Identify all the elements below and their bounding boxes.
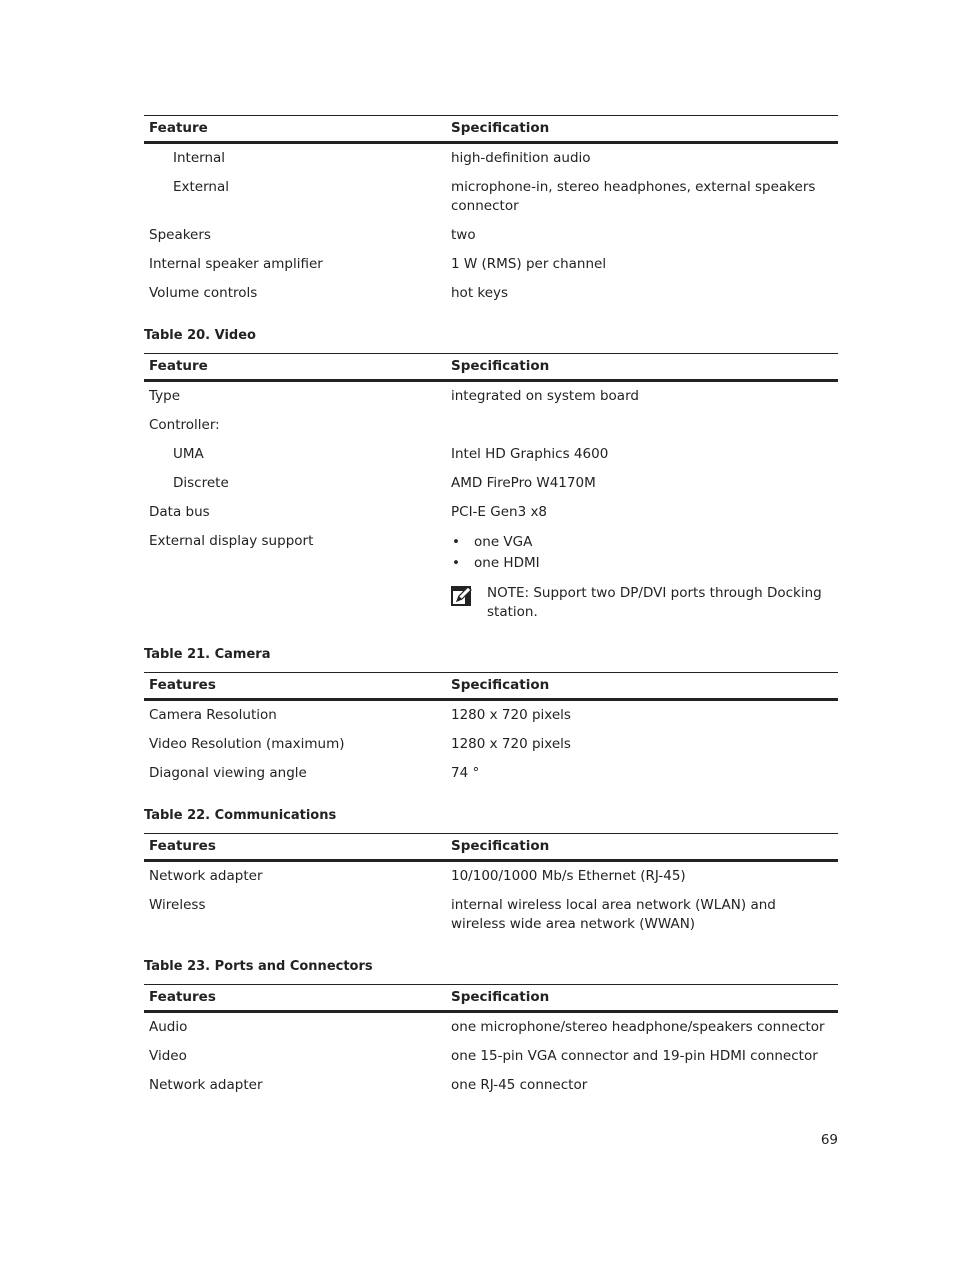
note-text	[487, 584, 833, 622]
feature-cell: Data bus	[149, 504, 210, 520]
spec-cell: 74 °	[451, 765, 480, 781]
table-row	[144, 221, 838, 250]
table-row	[144, 411, 838, 440]
list-item: • one VGA	[474, 532, 833, 553]
note-block	[451, 584, 833, 622]
bullet-list	[451, 532, 833, 574]
video-table	[144, 353, 838, 627]
note-label: NOTE:	[487, 585, 530, 601]
table-caption-video: Table 20. Video	[144, 328, 256, 343]
spec-cell: microphone-in, stereo headphones, external speakers connector	[451, 179, 816, 214]
list-item: • one HDMI	[474, 553, 833, 574]
column-header-specification: Specification	[446, 673, 838, 700]
table-row	[144, 1012, 838, 1043]
table-row	[144, 279, 838, 308]
table-row	[144, 891, 838, 939]
audio-table	[144, 115, 838, 308]
column-header-specification: Specification	[446, 116, 838, 143]
table-row	[144, 861, 838, 892]
page-number: 69	[820, 1132, 838, 1148]
feature-cell: Audio	[149, 1019, 188, 1035]
feature-cell: Video	[149, 1048, 187, 1064]
note-body: Support two DP/DVI ports through Docking station.	[487, 585, 822, 620]
spec-cell: two	[451, 227, 476, 243]
table-row	[144, 469, 838, 498]
column-header-feature: Feature	[144, 354, 446, 381]
feature-cell: Video Resolution (maximum)	[149, 736, 345, 752]
column-header-specification: Specification	[446, 834, 838, 861]
ports-table	[144, 984, 838, 1100]
feature-cell: Wireless	[149, 897, 206, 913]
table-row	[144, 730, 838, 759]
column-header-feature: Feature	[144, 116, 446, 143]
spec-cell: Intel HD Graphics 4600	[451, 446, 609, 462]
spec-cell: internal wireless local area network (WLAN) and wireless wide area network (WWAN)	[451, 897, 776, 932]
table-caption-camera: Table 21. Camera	[144, 647, 271, 662]
feature-cell: Diagonal viewing angle	[149, 765, 307, 781]
spec-cell: integrated on system board	[451, 388, 639, 404]
table-row	[144, 1071, 838, 1100]
spec-cell: PCI-E Gen3 x8	[451, 504, 548, 520]
feature-cell: UMA	[173, 446, 204, 462]
camera-table	[144, 672, 838, 788]
feature-cell: External	[173, 179, 230, 195]
table-row	[144, 527, 838, 627]
feature-cell: Camera Resolution	[149, 707, 277, 723]
table-row	[144, 381, 838, 412]
spec-cell: high-definition audio	[451, 150, 591, 166]
table-row	[144, 1042, 838, 1071]
column-header-features: Features	[144, 834, 446, 861]
column-header-features: Features	[144, 673, 446, 700]
table-row	[144, 250, 838, 279]
table-row	[144, 143, 838, 174]
table-row	[144, 173, 838, 221]
table-row	[144, 700, 838, 731]
table-row	[144, 498, 838, 527]
spec-cell: 1 W (RMS) per channel	[451, 256, 607, 272]
feature-cell: Network adapter	[149, 868, 263, 884]
feature-cell: Speakers	[149, 227, 211, 243]
feature-cell: External display support	[149, 533, 314, 549]
spec-cell: 1280 x 720 pixels	[451, 707, 571, 723]
table-row	[144, 759, 838, 788]
spec-cell: 1280 x 720 pixels	[451, 736, 571, 752]
spec-cell: one 15-pin VGA connector and 19-pin HDMI connector	[451, 1048, 818, 1064]
spec-cell	[446, 527, 838, 627]
communications-table	[144, 833, 838, 939]
column-header-specification: Specification	[446, 354, 838, 381]
spec-cell	[446, 411, 838, 440]
feature-cell: Network adapter	[149, 1077, 263, 1093]
feature-cell: Discrete	[173, 475, 229, 491]
table-caption-communications: Table 22. Communications	[144, 808, 337, 823]
spec-cell: hot keys	[451, 285, 509, 301]
spec-cell: 10/100/1000 Mb/s Ethernet (RJ-45)	[451, 868, 686, 884]
column-header-features: Features	[144, 985, 446, 1012]
spec-cell: one microphone/stereo headphone/speakers connector	[451, 1019, 825, 1035]
note-pencil-icon	[451, 586, 473, 608]
spec-cell: one RJ-45 connector	[451, 1077, 588, 1093]
feature-cell: Internal speaker amplifier	[149, 256, 323, 272]
feature-cell: Controller:	[149, 417, 220, 433]
table-caption-ports: Table 23. Ports and Connectors	[144, 959, 373, 974]
feature-cell: Internal	[173, 150, 226, 166]
feature-cell: Volume controls	[149, 285, 258, 301]
spec-cell: AMD FirePro W4170M	[451, 475, 596, 491]
document-body	[144, 115, 838, 1120]
table-row	[144, 440, 838, 469]
feature-cell: Type	[149, 388, 181, 404]
column-header-specification: Specification	[446, 985, 838, 1012]
